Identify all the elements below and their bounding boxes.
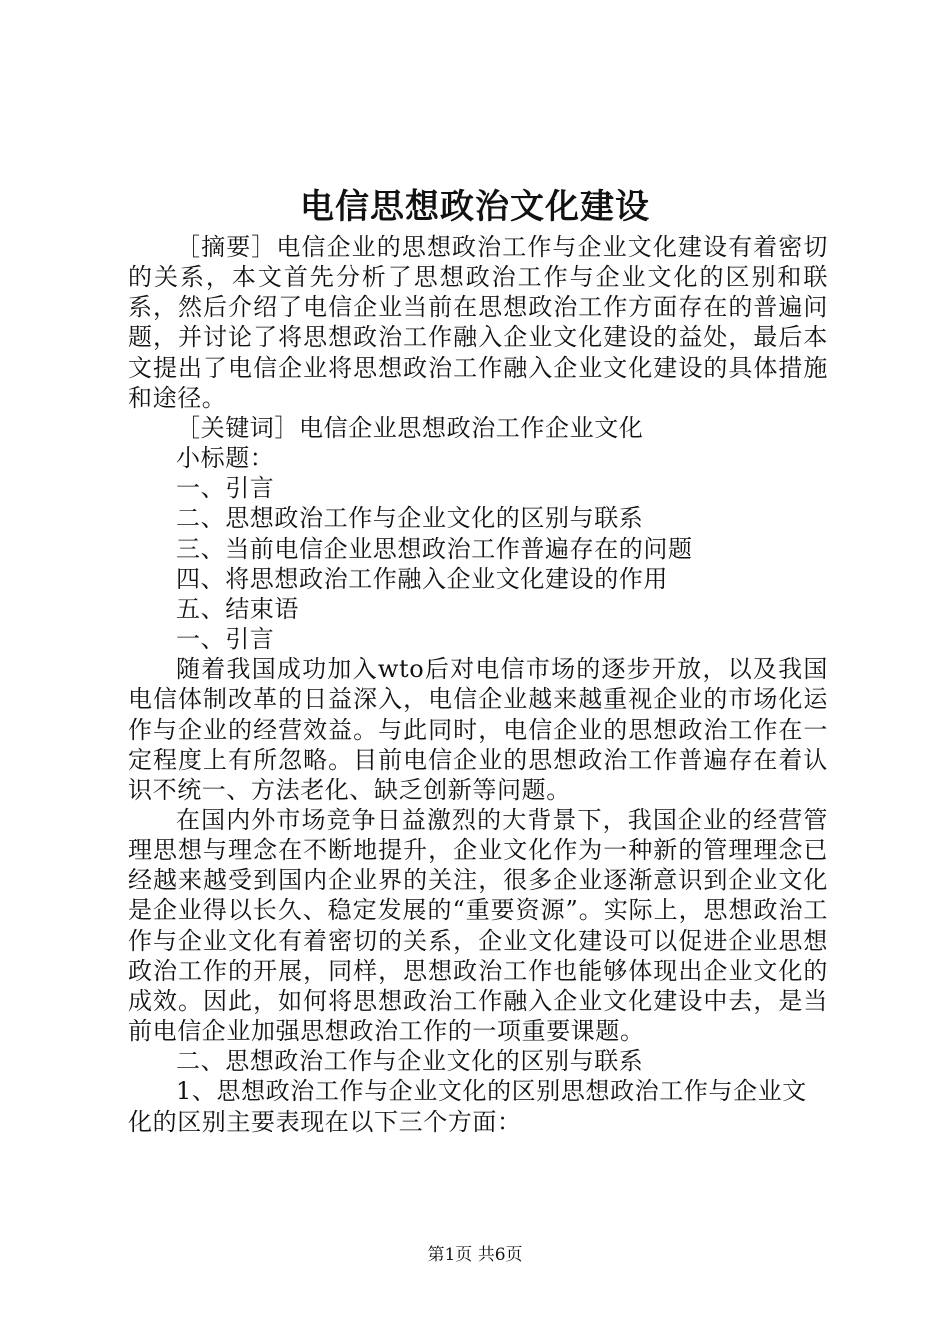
abstract-paragraph: ［摘要］电信企业的思想政治工作与企业文化建设有着密切的关系，本文首先分析了思想政治工作与企业文化的区别和联系，然后介绍了电信企业当前在思想政治工作方面存在的普遍问题，并讨论了将思想政治工作融入企业文化建设的益处，最后本文提出了电信企业将思想政治工作融入企业文化建设的具体措施和途径。 bbox=[128, 233, 828, 412]
intro-paragraph-2: 在国内外市场竞争日益激烈的大背景下，我国企业的经营管理思想与理念在不断地提升，企业文化作为一种新的管理理念已经越来越受到国内企业界的关注，很多企业逐渐意识到企业文化是企业得以长久、稳定发展的“重要资源”。实际上，思想政治工作与企业文化有着密切的关系，企业文化建设可以促进企业思想政治工作的开展，同样，思想政治工作也能够体现出企业文化的成效。因此，如何将思想政治工作融入企业文化建设中去，是当前电信企业加强思想政治工作的一项重要课题。 bbox=[128, 805, 828, 1046]
document-body bbox=[128, 232, 828, 1137]
outline-item: 三、当前电信企业思想政治工作普遍存在的问题 bbox=[176, 534, 693, 563]
difference-paragraph: 1、思想政治工作与企业文化的区别思想政治工作与企业文化的区别主要表现在以下三个方面： bbox=[128, 1077, 807, 1136]
page-footer: 第1页 共6页 bbox=[427, 1245, 523, 1265]
outline-item: 五、结束语 bbox=[176, 594, 299, 623]
outline-item: 一、引言 bbox=[176, 474, 275, 503]
outline-item: 四、将思想政治工作融入企业文化建设的作用 bbox=[176, 564, 668, 593]
section-heading-difference: 二、思想政治工作与企业文化的区别与联系 bbox=[176, 1047, 644, 1076]
outline-item: 二、思想政治工作与企业文化的区别与联系 bbox=[176, 504, 644, 533]
document-title: 电信思想政治文化建设 bbox=[300, 187, 650, 227]
intro-paragraph-1: 随着我国成功加入wto后对电信市场的逐步开放，以及我国电信体制改革的日益深入，电信企业越来越重视企业的市场化运作与企业的经营效益。与此同时，电信企业的思想政治工作在一定程度上有所忽略。目前电信企业的思想政治工作普遍存在着认识不统一、方法老化、缺乏创新等问题。 bbox=[128, 655, 828, 804]
subtitle-label: 小标题： bbox=[176, 444, 275, 473]
keywords-line: ［关键词］电信企业思想政治工作企业文化 bbox=[176, 413, 644, 442]
section-heading-intro: 一、引言 bbox=[176, 625, 275, 654]
